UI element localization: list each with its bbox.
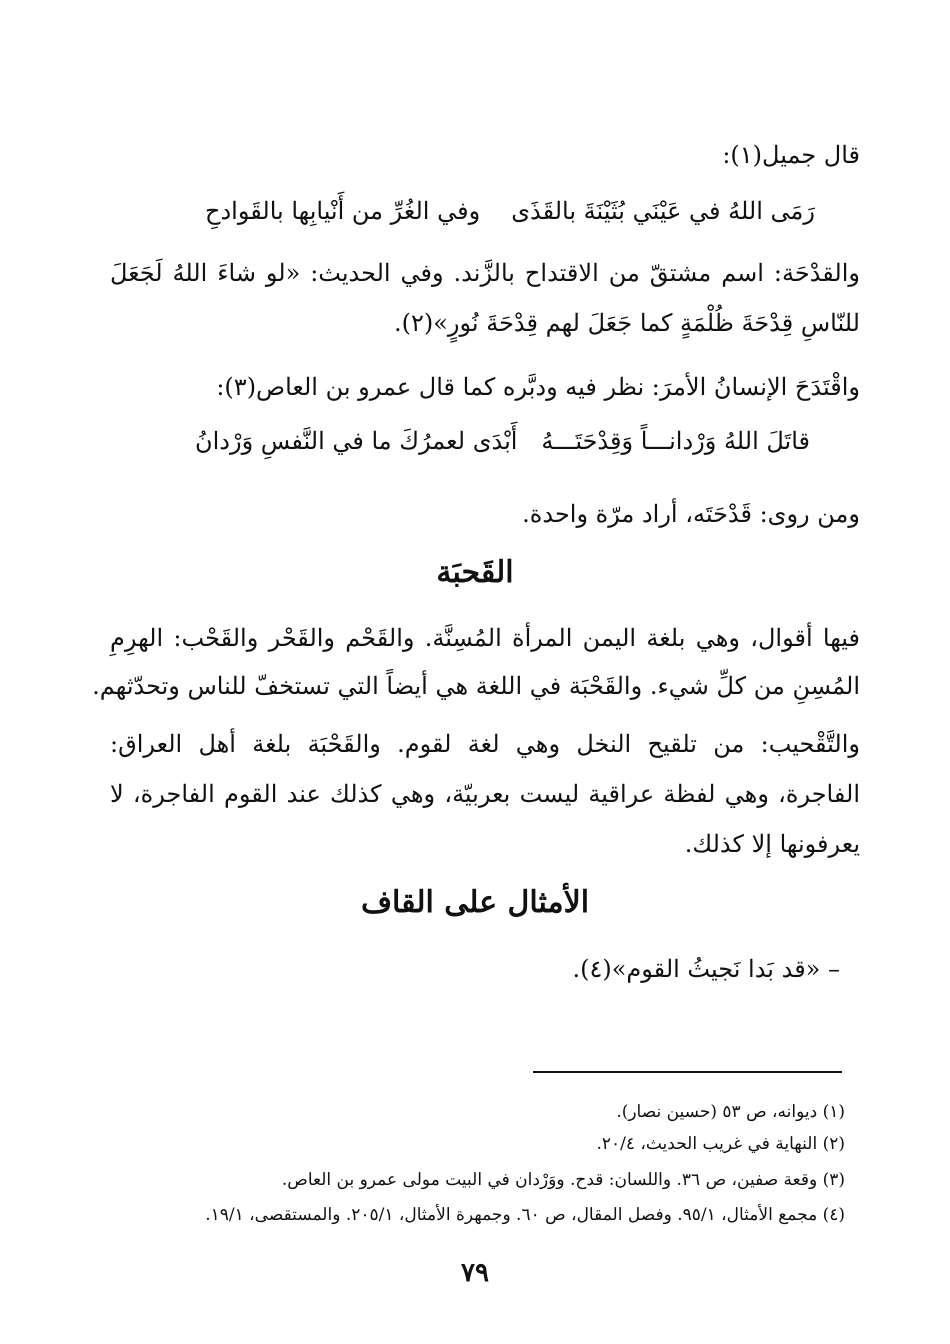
paragraph-line: الفاجرة، وهي لفظة عراقية ليست بعربيّة، وهي كذلك عند القوم الفاجرة، لا bbox=[110, 780, 860, 808]
proverb-line: – «قد بَدا نَجيثُ القوم»(٤). bbox=[572, 955, 840, 983]
page-number: ٧٩ bbox=[461, 1258, 489, 1288]
paragraph-line: والتَّقْحيب: من تلقيح النخل وهي لغة لقوم. والقَحْبَة بلغة أهل العراق: bbox=[110, 730, 860, 758]
paragraph-line: والقدْحَة: اسم مشتقّ من الاقتداح بالزَّند. وفي الحديث: «لو شاءَ اللهُ لَجَعَلَ bbox=[110, 259, 860, 287]
footnote-divider bbox=[533, 1071, 842, 1073]
verse-second-hemistich: وفي الغُرِّ من أَنْيابِها بالقَوادحِ bbox=[205, 197, 481, 225]
footnote: (٢) النهاية في غريب الحديث، ٢٠/٤. bbox=[596, 1134, 845, 1154]
paragraph-line: فيها أقوال، وهي بلغة اليمن المرأة المُسِنَّة. والقَحْم والقَحْر والقَحْب: الهرِمِ bbox=[110, 624, 860, 652]
section-heading: القَحبَة bbox=[436, 555, 514, 590]
paragraph-line: للنّاسِ قِدْحَةَ ظُلْمَةٍ كما جَعَلَ لهم قِدْحَةَ نُورٍ»(٢). bbox=[393, 309, 860, 337]
verse-first-hemistich: رَمَى اللهُ في عَيْنَي بُثَيْنَةَ بالقَذَى bbox=[511, 197, 815, 225]
paragraph-line: ومن روى: قَدْحَتَه، أراد مرّة واحدة. bbox=[522, 500, 860, 528]
verse-first-hemistich: قاتَلَ اللهُ وَرْدانـــاً وَقِدْحَتَـــهُ bbox=[541, 427, 810, 455]
footnote: (١) ديوانه، ص ٥٣ (حسين نصار). bbox=[616, 1102, 845, 1122]
section-heading: الأمثال على القاف bbox=[360, 885, 590, 920]
paragraph-line: المُسِنِ من كلِّ شيء. والقَحْبَة في اللغة هي أيضاً التي تستخفّ للناس وتحدّثهم. bbox=[92, 672, 860, 700]
intro-line: قال جميل(١): bbox=[722, 141, 860, 169]
footnote: (٣) وقعة صفين، ص ٣٦. واللسان: قدح. ووَرْدان في البيت مولى عمرو بن العاص. bbox=[281, 1170, 845, 1190]
paragraph-line: واقْتَدَحَ الإنسانُ الأمرَ: نظر فيه ودبَّره كما قال عمرو بن العاص(٣): bbox=[216, 373, 860, 401]
verse-second-hemistich: أَبْدَى لعمرُكَ ما في النَّفسِ وَرْدانُ bbox=[195, 427, 518, 455]
paragraph-line: يعرفونها إلا كذلك. bbox=[684, 830, 860, 858]
footnote: (٤) مجمع الأمثال، ٩٥/١. وفصل المقال، ص ٦٠. وجمهرة الأمثال، ٢٠٥/١. والمستقصى، ١٩/١. bbox=[205, 1205, 845, 1225]
